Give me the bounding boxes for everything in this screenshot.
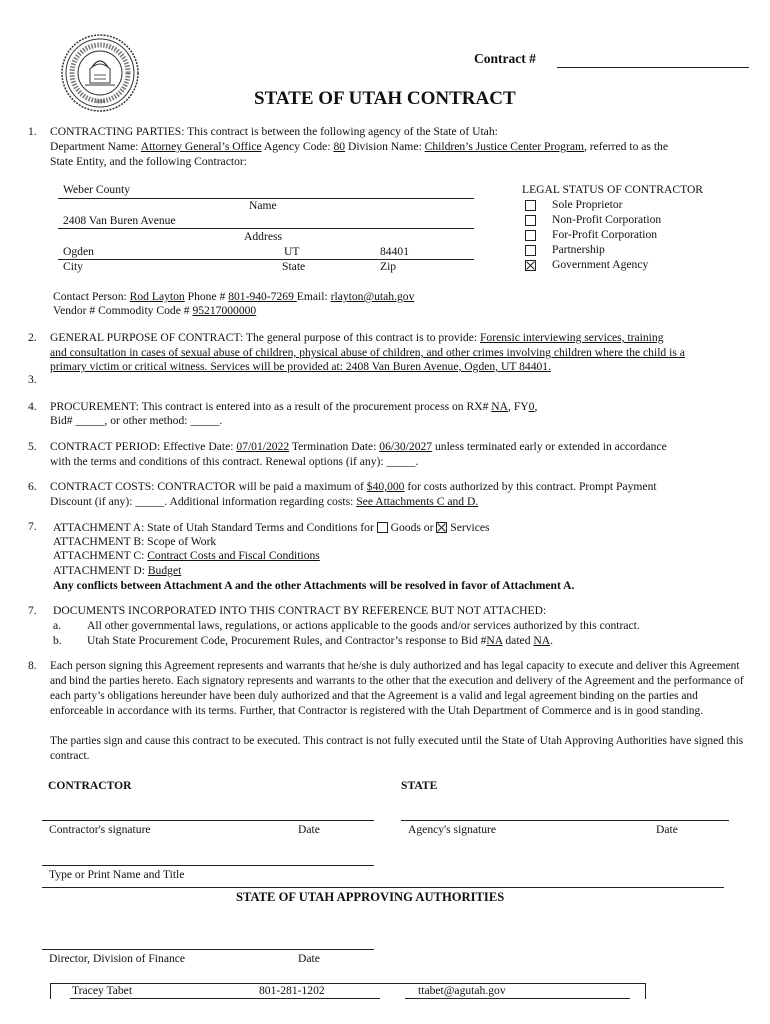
approving-divider	[42, 887, 724, 888]
section-7b-number: 7.	[28, 604, 37, 617]
legal-status-checkbox-non-profit[interactable]	[525, 215, 536, 226]
section-5-number: 5.	[28, 440, 37, 453]
contract-costs-line2	[50, 495, 478, 508]
footer-top-line	[50, 983, 646, 984]
contract-period-tail: unless terminated early or extended in accordance	[432, 440, 667, 453]
department-label: Department Name:	[50, 140, 141, 153]
general-purpose-line1	[50, 331, 664, 344]
goods-label: Goods or	[387, 521, 437, 534]
attachment-d-line	[53, 564, 181, 577]
legal-status-option-for-profit: For-Profit Corporation	[552, 228, 658, 241]
contractor-signature-line[interactable]	[42, 820, 374, 821]
attachment-c-label: ATTACHMENT C:	[53, 549, 148, 562]
procurement-text: PROCUREMENT: This contract is entered into as a result of the procurement process on RX#	[50, 400, 492, 413]
agency-signature-line[interactable]	[401, 820, 729, 821]
contractor-zip-value: 84401	[380, 245, 409, 258]
execution-paragraph: The parties sign and cause this contract to be executed. This contract is not fully executed until the State of Utah Approving Authorities have signed this contract.	[50, 735, 744, 762]
utah-state-seal-icon	[60, 33, 140, 113]
director-date-label: Date	[298, 952, 320, 965]
contract-costs-tail: for costs authorized by this contract. Prompt Payment	[404, 480, 657, 493]
state-entity-line: State Entity, and the following Contractor:	[50, 155, 247, 168]
contractor-address-value: 2408 Van Buren Avenue	[63, 214, 176, 227]
footer-contact-phone: 801-281-1202	[259, 984, 325, 997]
contractor-name-value: Weber County	[63, 183, 131, 196]
attachment-c-line	[53, 549, 320, 562]
section-2-number: 2.	[28, 331, 37, 344]
general-purpose-line3: primary victim or critical witness. Services will be provided at: 2408 Van Buren Avenue, Ogden, UT 84401.	[50, 360, 552, 373]
division-value: Children’s Justice Center Program	[424, 140, 584, 153]
division-label: Division Name:	[345, 140, 425, 153]
contract-period-line1	[50, 440, 667, 453]
discount-text: Discount (if any): _____. Additional information regarding costs:	[50, 495, 357, 508]
contractor-city-label: City	[63, 260, 83, 273]
contact-phone-value: 801-940-7269	[228, 290, 297, 303]
dated-label: dated	[502, 634, 534, 647]
attachment-c-value: Contract Costs and Fiscal Conditions	[147, 549, 320, 562]
fy-label: , FY	[508, 400, 529, 413]
section-4-number: 4.	[28, 400, 37, 413]
agency-date-label: Date	[656, 823, 678, 836]
svg-text:1896: 1896	[95, 100, 105, 105]
footer-right-edge	[645, 983, 646, 999]
legal-status-heading: LEGAL STATUS OF CONTRACTOR	[522, 183, 704, 196]
legal-status-checkbox-government-agency[interactable]	[525, 260, 536, 271]
contract-costs-label: CONTRACT COSTS: CONTRACTOR will be paid a maximum of	[50, 480, 367, 493]
department-line-tail: , referred to as the	[583, 140, 668, 153]
legal-status-checkbox-for-profit[interactable]	[525, 230, 536, 241]
footer-contact-email: ttabet@agutah.gov	[418, 984, 506, 997]
contractor-state-value: UT	[284, 245, 300, 258]
contractor-zip-label: Zip	[380, 260, 397, 273]
approving-authorities-heading: STATE OF UTAH APPROVING AUTHORITIES	[236, 890, 505, 904]
footer-contact-name: Tracey Tabet	[72, 984, 133, 997]
contract-period-label: CONTRACT PERIOD: Effective Date:	[50, 440, 237, 453]
general-purpose-lead: GENERAL PURPOSE OF CONTRACT: The general purpose of this contract is to provide:	[50, 331, 480, 344]
max-amount-value: $40,000	[366, 480, 405, 493]
documents-item-b-mark: b.	[53, 634, 62, 647]
vendor-line	[53, 304, 256, 317]
director-label: Director, Division of Finance	[49, 952, 186, 965]
bid-date-value: NA	[533, 634, 551, 647]
contractor-signature-label: Contractor's signature	[49, 823, 151, 836]
contact-person-value: Rod Layton	[129, 290, 185, 303]
documents-item-b-end: .	[550, 634, 554, 647]
termination-date-value: 06/30/2027	[379, 440, 433, 453]
contractor-name-label: Name	[249, 199, 277, 212]
director-signature-line[interactable]	[42, 949, 374, 950]
contract-number-label: Contract #	[474, 51, 536, 66]
legal-status-option-government-agency: Government Agency	[552, 258, 649, 271]
attachment-d-value: Budget	[147, 564, 182, 577]
contact-phone-label: Phone #	[184, 290, 229, 303]
contact-line	[53, 290, 414, 303]
attachment-b-line: ATTACHMENT B: Scope of Work	[53, 535, 217, 548]
contractor-address-line	[58, 228, 474, 229]
footer-phone-underline	[230, 998, 380, 999]
footer-email-underline	[405, 998, 630, 999]
footer-name-underline	[70, 998, 230, 999]
services-label: Services	[447, 521, 490, 534]
attachment-a-line	[53, 520, 490, 534]
contractor-city-line	[58, 259, 474, 260]
procurement-line2: Bid# _____, or other method: _____.	[50, 414, 223, 427]
section-6-number: 6.	[28, 480, 37, 493]
vendor-label: Vendor # Commodity Code #	[53, 304, 193, 317]
section-1-number: 1.	[28, 125, 37, 138]
contact-person-label: Contact Person:	[53, 290, 130, 303]
state-heading: STATE	[401, 779, 438, 792]
legal-status-option-sole-proprietor: Sole Proprietor	[552, 198, 623, 211]
general-purpose-line2: and consultation in cases of sexual abuse of children, physical abuse of children, and other crimes involving children where the child is a	[50, 346, 685, 359]
services-checkbox[interactable]	[436, 522, 447, 533]
attachment-d-label: ATTACHMENT D:	[53, 564, 148, 577]
print-name-label: Type or Print Name and Title	[49, 868, 185, 881]
termination-label: Termination Date:	[289, 440, 380, 453]
contract-costs-line1	[50, 480, 657, 493]
legal-status-option-non-profit: Non-Profit Corporation	[552, 213, 662, 226]
contractor-heading: CONTRACTOR	[48, 779, 132, 792]
agency-code-label: Agency Code:	[261, 140, 334, 153]
legal-status-checkbox-sole-proprietor[interactable]	[525, 200, 536, 211]
print-name-line[interactable]	[42, 865, 374, 866]
department-line	[50, 140, 668, 153]
effective-date-value: 07/01/2022	[236, 440, 290, 453]
contract-period-line2: with the terms and conditions of this contract. Renewal options (if any): _____.	[50, 455, 419, 468]
fy-value: 0	[528, 400, 535, 413]
authorization-paragraph: Each person signing this Agreement represents and warrants that he/she is duly authorized and has legal capacity to execute and deliver this Agreement and bind the parties hereto. Each signatory represents and warrants to the other that the execution and delivery of the Agreement and the performance of each party’s obligations hereunder have been duly authorized and that the Agreement is a valid and legal agreement binding on the parties and enforceable in accordance with its terms. Further, that Contractor is registered with the Utah Department of Commerce and is in good standing.	[50, 660, 744, 717]
department-value: Attorney General’s Office	[140, 140, 262, 153]
bid-number-value: NA	[486, 634, 503, 647]
attachment-conflict-note: Any conflicts between Attachment A and the other Attachments will be resolved in favor of Attachment A.	[53, 579, 575, 592]
documents-item-b-text: Utah State Procurement Code, Procurement Rules, and Contractor’s response to Bid #	[87, 634, 487, 647]
documents-item-a-text: All other governmental laws, regulations, or actions applicable to the goods and/or services authorized by this contract.	[87, 619, 640, 632]
attachment-a-text: ATTACHMENT A: State of Utah Standard Terms and Conditions for	[53, 521, 377, 534]
contractor-state-label: State	[282, 260, 306, 273]
rx-number-value: NA	[491, 400, 509, 413]
agency-signature-label: Agency's signature	[408, 823, 497, 836]
section-7-number: 7.	[28, 520, 37, 533]
agency-code-value: 80	[333, 140, 346, 153]
legal-status-checkbox-partnership[interactable]	[525, 245, 536, 256]
documents-item-b-line	[87, 634, 553, 647]
page-title: STATE OF UTAH CONTRACT	[254, 88, 516, 109]
section-8-number: 8.	[28, 659, 37, 672]
general-purpose-value: Forensic interviewing services, training	[479, 331, 664, 344]
contractor-date-label: Date	[298, 823, 320, 836]
contract-number-field[interactable]	[557, 67, 749, 68]
contact-email-label: Email:	[296, 290, 331, 303]
contractor-address-label: Address	[244, 230, 282, 243]
contracting-parties-intro: CONTRACTING PARTIES: This contract is between the following agency of the State of Utah:	[50, 125, 498, 138]
commodity-code-value: 95217000000	[192, 304, 257, 317]
goods-checkbox[interactable]	[377, 522, 388, 533]
procurement-line1	[50, 400, 537, 413]
contact-email-value: rlayton@utah.gov	[330, 290, 415, 303]
contractor-city-value: Ogden	[63, 245, 94, 258]
documents-item-a-mark: a.	[53, 619, 62, 632]
section-3-number: 3.	[28, 373, 37, 386]
legal-status-option-partnership: Partnership	[552, 243, 605, 256]
footer-left-edge	[50, 983, 51, 999]
procurement-comma: ,	[534, 400, 538, 413]
costs-attachment-ref: See Attachments C and D.	[356, 495, 479, 508]
documents-incorporated-heading: DOCUMENTS INCORPORATED INTO THIS CONTRACT BY REFERENCE BUT NOT ATTACHED:	[53, 604, 547, 617]
